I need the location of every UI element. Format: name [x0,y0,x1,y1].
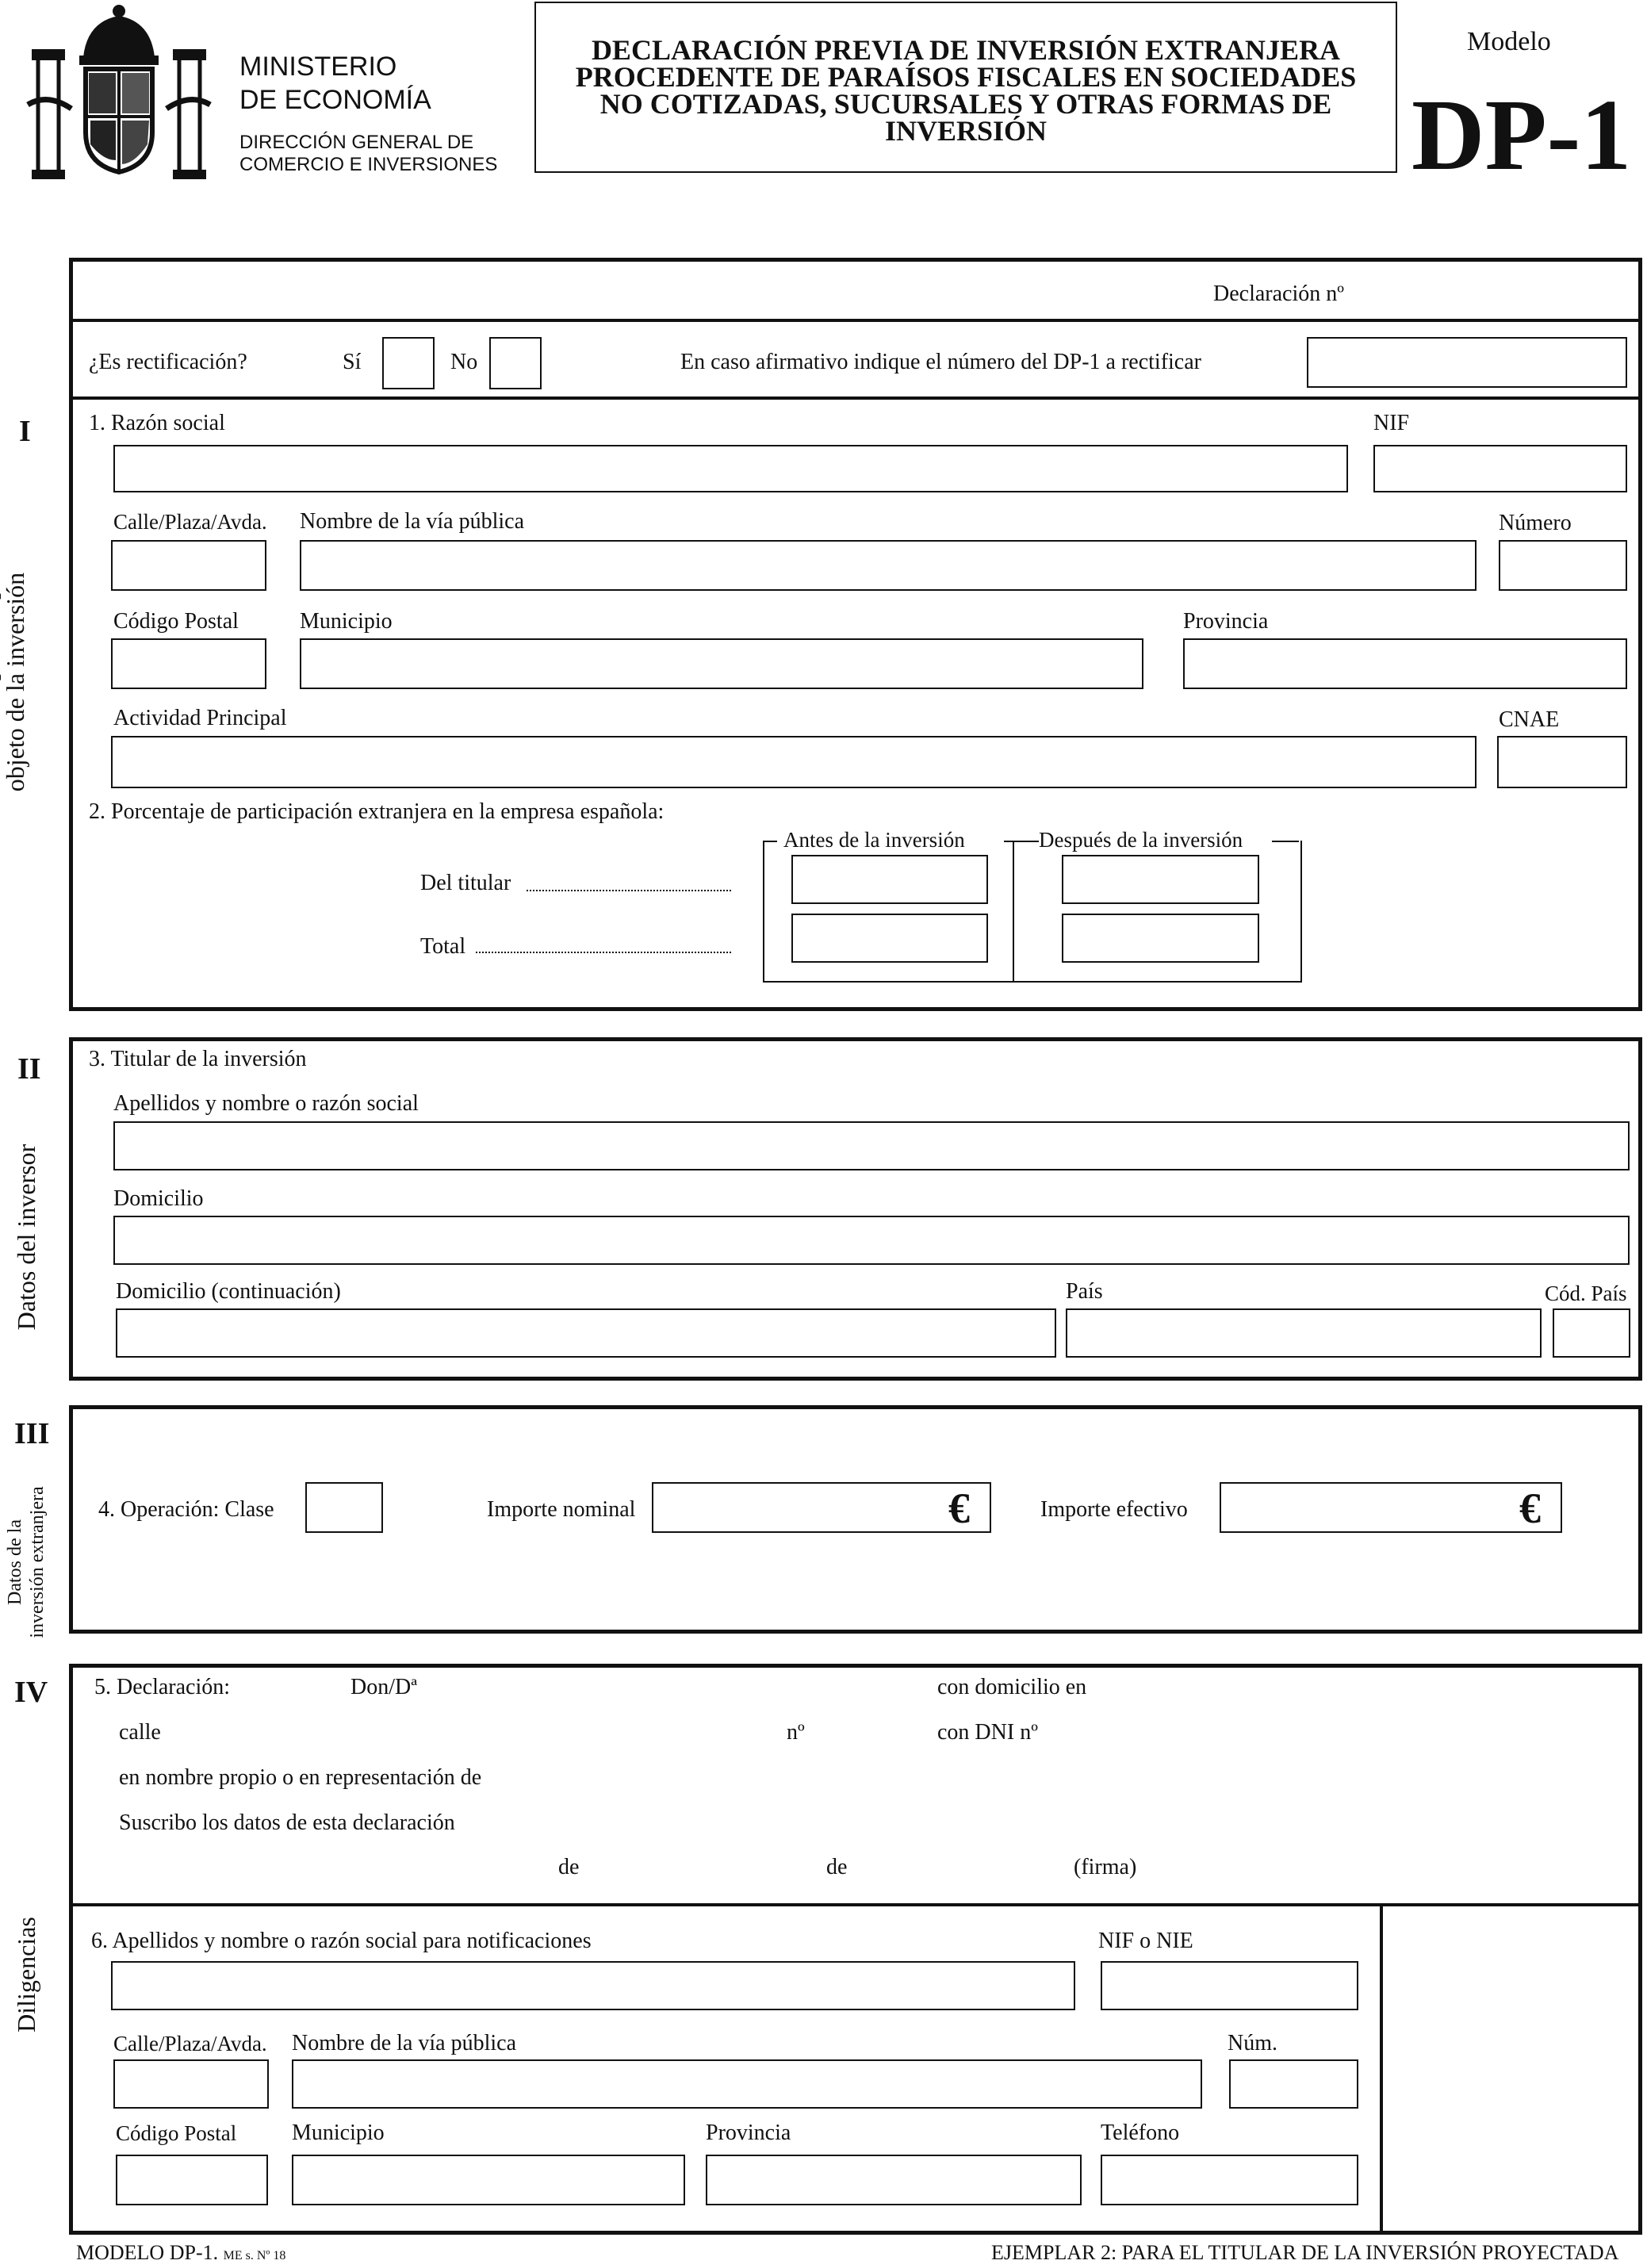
codigo-postal-notif-field[interactable] [116,2155,268,2205]
footer-copy-note: EJEMPLAR 2: PARA EL TITULAR DE LA INVERSIÓN PROYECTADA [991,2241,1619,2264]
section-2-side-label: Datos del inversor [12,1144,40,1331]
apellidos-notif-label: 6. Apellidos y nombre o razón social para notificaciones [91,1929,592,1953]
section-4-side-label: Diligencias [12,1917,40,2032]
municipio-notif-label: Municipio [292,2121,385,2145]
section-3-side-label-line2: inversión extranjera [27,1486,48,1638]
telefono-label: Teléfono [1101,2121,1180,2145]
form-title-line3: NO COTIZADAS, SUCURSALES Y OTRAS FORMAS DE [599,88,1332,120]
bracket-tick [1272,841,1299,842]
total-label: Total [420,934,466,959]
divider [69,397,1642,400]
importe-efectivo-field[interactable] [1220,1482,1562,1533]
suscribo-label: Suscribo los datos de esta declaración [119,1810,455,1835]
cnae-field[interactable] [1497,736,1627,788]
rectification-no-checkbox[interactable] [489,337,542,389]
form-title-box [534,2,1397,173]
importe-nominal-label: Importe nominal [487,1497,636,1522]
calle-notif-field[interactable] [113,2059,269,2109]
importe-nominal-field[interactable] [652,1482,991,1533]
importe-efectivo-label: Importe efectivo [1040,1497,1188,1522]
don-label: Don/Dª [350,1675,417,1699]
footer-model-code-text: MODELO DP-1. [76,2241,219,2264]
nombre-via-notif-field[interactable] [292,2059,1202,2109]
coat-of-arms-logo [24,2,214,180]
apellidos-notif-field[interactable] [111,1961,1075,2010]
calle-label: Calle/Plaza/Avda. [113,510,267,534]
actividad-label: Actividad Principal [113,706,287,730]
bracket-tick [763,841,777,842]
numero-field[interactable] [1499,540,1627,591]
domicilio-label: Domicilio [113,1186,204,1211]
form-title-line2: PROCEDENTE DE PARAÍSOS FISCALES EN SOCIEDADES [575,61,1357,93]
rectify-instruction: En caso afirmativo indique el número del DP-1 a rectificar [680,350,1201,374]
nombre-via-notif-label: Nombre de la vía pública [292,2031,517,2055]
actividad-field[interactable] [111,736,1477,788]
pais-label: País [1066,1279,1103,1304]
calle-notif-label: Calle/Plaza/Avda. [113,2032,267,2055]
pais-field[interactable] [1066,1308,1542,1358]
antes-titular-field[interactable] [791,855,988,904]
cod-pais-field[interactable] [1553,1308,1630,1358]
rectification-no-label: No [450,350,478,374]
nif-nie-field[interactable] [1101,1961,1358,2010]
footer-model-suffix: ME s. Nº 18 [223,2249,286,2262]
section-3-roman: III [14,1417,50,1450]
num-notif-field[interactable] [1229,2059,1358,2109]
divider [69,1903,1642,1906]
divider [69,319,1642,322]
section-1-roman: I [19,415,31,448]
antes-total-field[interactable] [791,914,988,963]
declaration-number-label: Declaración nº [1213,282,1344,306]
nif-label: NIF [1373,411,1410,435]
numero-label: Número [1499,511,1572,535]
model-label: Modelo [1467,27,1551,56]
section-1-side-label-line2: objeto de la inversión [1,572,29,792]
domicilio-field[interactable] [113,1216,1630,1265]
bracket-divider [1013,841,1014,981]
section-1-side-label [0,484,36,880]
provincia-label: Provincia [1183,609,1269,634]
con-dni-label: con DNI nº [937,1720,1038,1745]
nombre-via-label: Nombre de la vía pública [300,509,525,534]
total-dotted-line [476,952,731,953]
razon-social-field[interactable] [113,445,1348,492]
razon-social-label: 1. Razón social [89,411,225,435]
del-titular-dotted-line [527,890,731,891]
codigo-postal-notif-label: Código Postal [116,2121,237,2145]
despues-titular-field[interactable] [1062,855,1259,904]
section-3-side-label [4,1483,52,1642]
cnae-label: CNAE [1499,707,1560,732]
bracket-tick [1004,841,1039,842]
section-2-roman: II [17,1052,41,1086]
domicilio-cont-field[interactable] [116,1308,1056,1358]
rectification-yes-label: Sí [343,350,362,374]
provincia-field[interactable] [1183,638,1627,689]
con-domicilio-label: con domicilio en [937,1675,1087,1699]
form-title-line1: DECLARACIÓN PREVIA DE INVERSIÓN EXTRANJERA [591,34,1341,66]
operacion-label: 4. Operación: Clase [98,1497,274,1522]
titular-label: 3. Titular de la inversión [89,1047,307,1071]
nif-field[interactable] [1373,445,1627,492]
diligencias-divider [1380,1903,1383,2235]
representacion-label: en nombre propio o en representación de [119,1765,482,1790]
operacion-clase-field[interactable] [305,1482,383,1533]
declaracion-label: 5. Declaración: [94,1675,231,1699]
apellidos-label: Apellidos y nombre o razón social [113,1091,419,1116]
despues-total-field[interactable] [1062,914,1259,963]
rectification-question: ¿Es rectificación? [89,350,247,374]
antes-label: Antes de la inversión [783,828,965,852]
footer-model-code [76,2241,285,2268]
del-titular-label: Del titular [420,871,511,895]
date-de-2: de [826,1855,848,1879]
porcentaje-label: 2. Porcentaje de participación extranjera en la empresa española: [89,799,665,824]
provincia-notif-label: Provincia [706,2121,791,2145]
num-decl-label: nº [787,1720,805,1745]
cod-pais-label: Cód. País [1545,1281,1627,1305]
provincia-notif-field[interactable] [706,2155,1082,2205]
model-code: DP-1 [1411,79,1632,191]
section-4-roman: IV [14,1676,48,1709]
date-de-1: de [558,1855,580,1879]
calle-field[interactable] [111,540,266,591]
municipio-field[interactable] [300,638,1143,689]
nif-nie-label: NIF o NIE [1098,1929,1193,1953]
apellidos-field[interactable] [113,1121,1630,1170]
form-title-line4: INVERSIÓN [884,115,1048,147]
section-3-side-label-line1: Datos de la [5,1519,25,1605]
codigo-postal-field[interactable] [111,638,266,689]
euro-icon: € [1519,1485,1541,1532]
num-notif-label: Núm. [1228,2031,1277,2055]
calle-decl-label: calle [119,1720,161,1745]
rectify-number-field[interactable] [1307,337,1627,388]
ministry-name-line1: MINISTERIO [239,52,397,82]
ministry-name-line2: DE ECONOMÍA [239,85,431,115]
directorate-line1: DIRECCIÓN GENERAL DE [239,132,474,153]
municipio-notif-field[interactable] [292,2155,685,2205]
directorate-line2: COMERCIO E INVERSIONES [239,154,498,175]
municipio-label: Municipio [300,609,393,634]
euro-icon: € [948,1485,970,1532]
codigo-postal-label: Código Postal [113,609,239,634]
nombre-via-field[interactable] [300,540,1477,591]
despues-label: Después de la inversión [1039,828,1243,852]
firma-label: (firma) [1074,1855,1137,1879]
domicilio-cont-label: Domicilio (continuación) [116,1279,341,1304]
telefono-field[interactable] [1101,2155,1358,2205]
rectification-yes-checkbox[interactable] [382,337,435,389]
